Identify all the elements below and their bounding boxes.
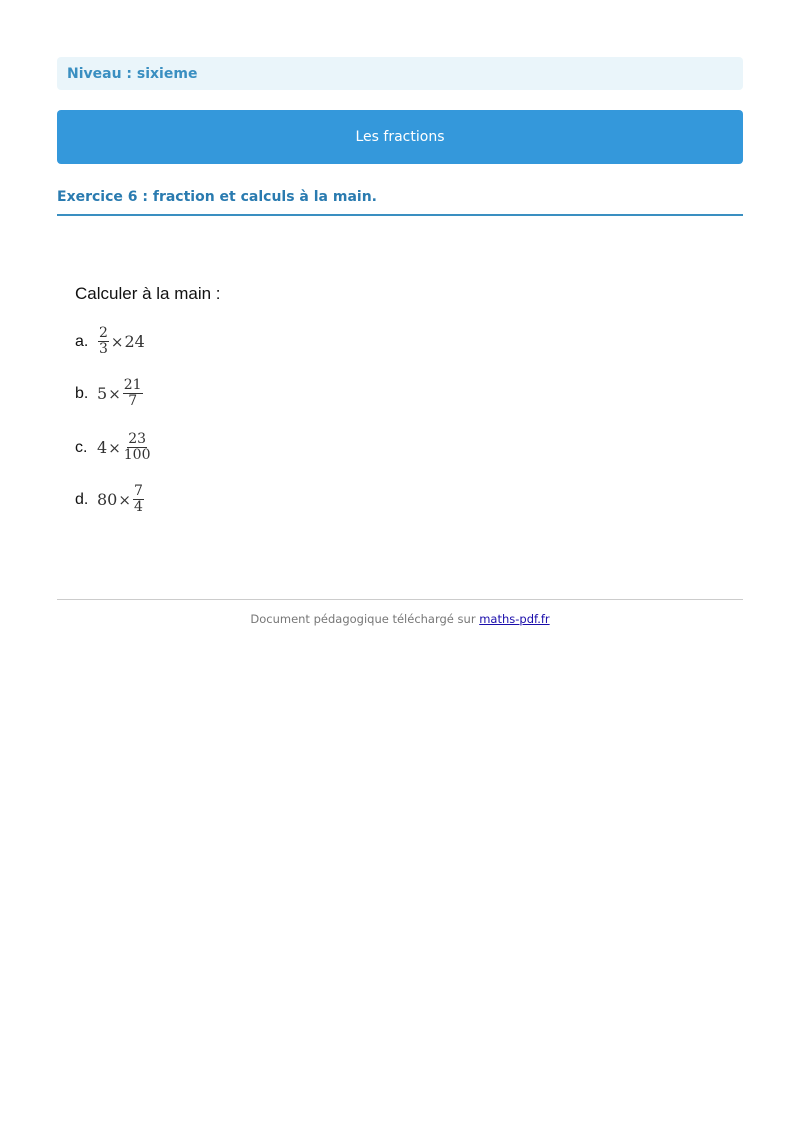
topic-title-bar — [57, 110, 743, 164]
fraction-numerator: 21 — [123, 377, 142, 393]
footer-divider — [57, 599, 743, 600]
footer-link[interactable]: maths-pdf.fr — [479, 612, 550, 626]
fraction-numerator: 7 — [133, 483, 143, 499]
exercise-item-c — [75, 432, 153, 463]
fraction-denominator: 4 — [133, 499, 143, 515]
exercise-item-a — [75, 326, 145, 357]
exercise-item-b — [75, 378, 144, 409]
math-expression — [97, 326, 145, 357]
fraction — [123, 378, 143, 409]
item-letter: b. — [75, 384, 89, 402]
fraction-numerator: 23 — [128, 431, 147, 447]
exercise-content — [57, 216, 743, 599]
math-expression — [97, 484, 145, 515]
operand: 80 — [97, 490, 118, 509]
operand: 5 — [97, 384, 108, 403]
times-sign: × — [108, 438, 121, 457]
math-expression — [97, 378, 144, 409]
fraction-numerator: 2 — [99, 325, 108, 341]
footer — [0, 612, 800, 626]
worksheet-page — [57, 57, 743, 599]
level-label: Niveau : sixieme — [67, 65, 198, 82]
fraction — [98, 326, 109, 357]
item-letter: a. — [75, 332, 89, 350]
fraction — [123, 432, 152, 463]
math-expression — [97, 432, 153, 463]
item-letter: d. — [75, 490, 89, 508]
times-sign: × — [108, 384, 121, 403]
topic-title: Les fractions — [355, 129, 445, 145]
operand: 4 — [97, 438, 108, 457]
level-banner — [57, 57, 743, 90]
fraction-denominator: 100 — [123, 447, 151, 463]
exercise-item-d — [75, 484, 145, 515]
times-sign: × — [118, 490, 131, 509]
operand: 24 — [124, 332, 145, 351]
item-letter: c. — [75, 438, 88, 456]
exercise-heading — [57, 186, 743, 216]
footer-text: Document pédagogique téléchargé sur — [250, 612, 476, 626]
times-sign: × — [110, 332, 124, 351]
fraction — [133, 484, 144, 515]
fraction-denominator: 7 — [128, 393, 138, 409]
exercise-instruction: Calculer à la main : — [75, 284, 221, 303]
exercise-title: Exercice 6 : fraction et calculs à la main. — [57, 189, 377, 205]
fraction-denominator: 3 — [99, 341, 108, 357]
